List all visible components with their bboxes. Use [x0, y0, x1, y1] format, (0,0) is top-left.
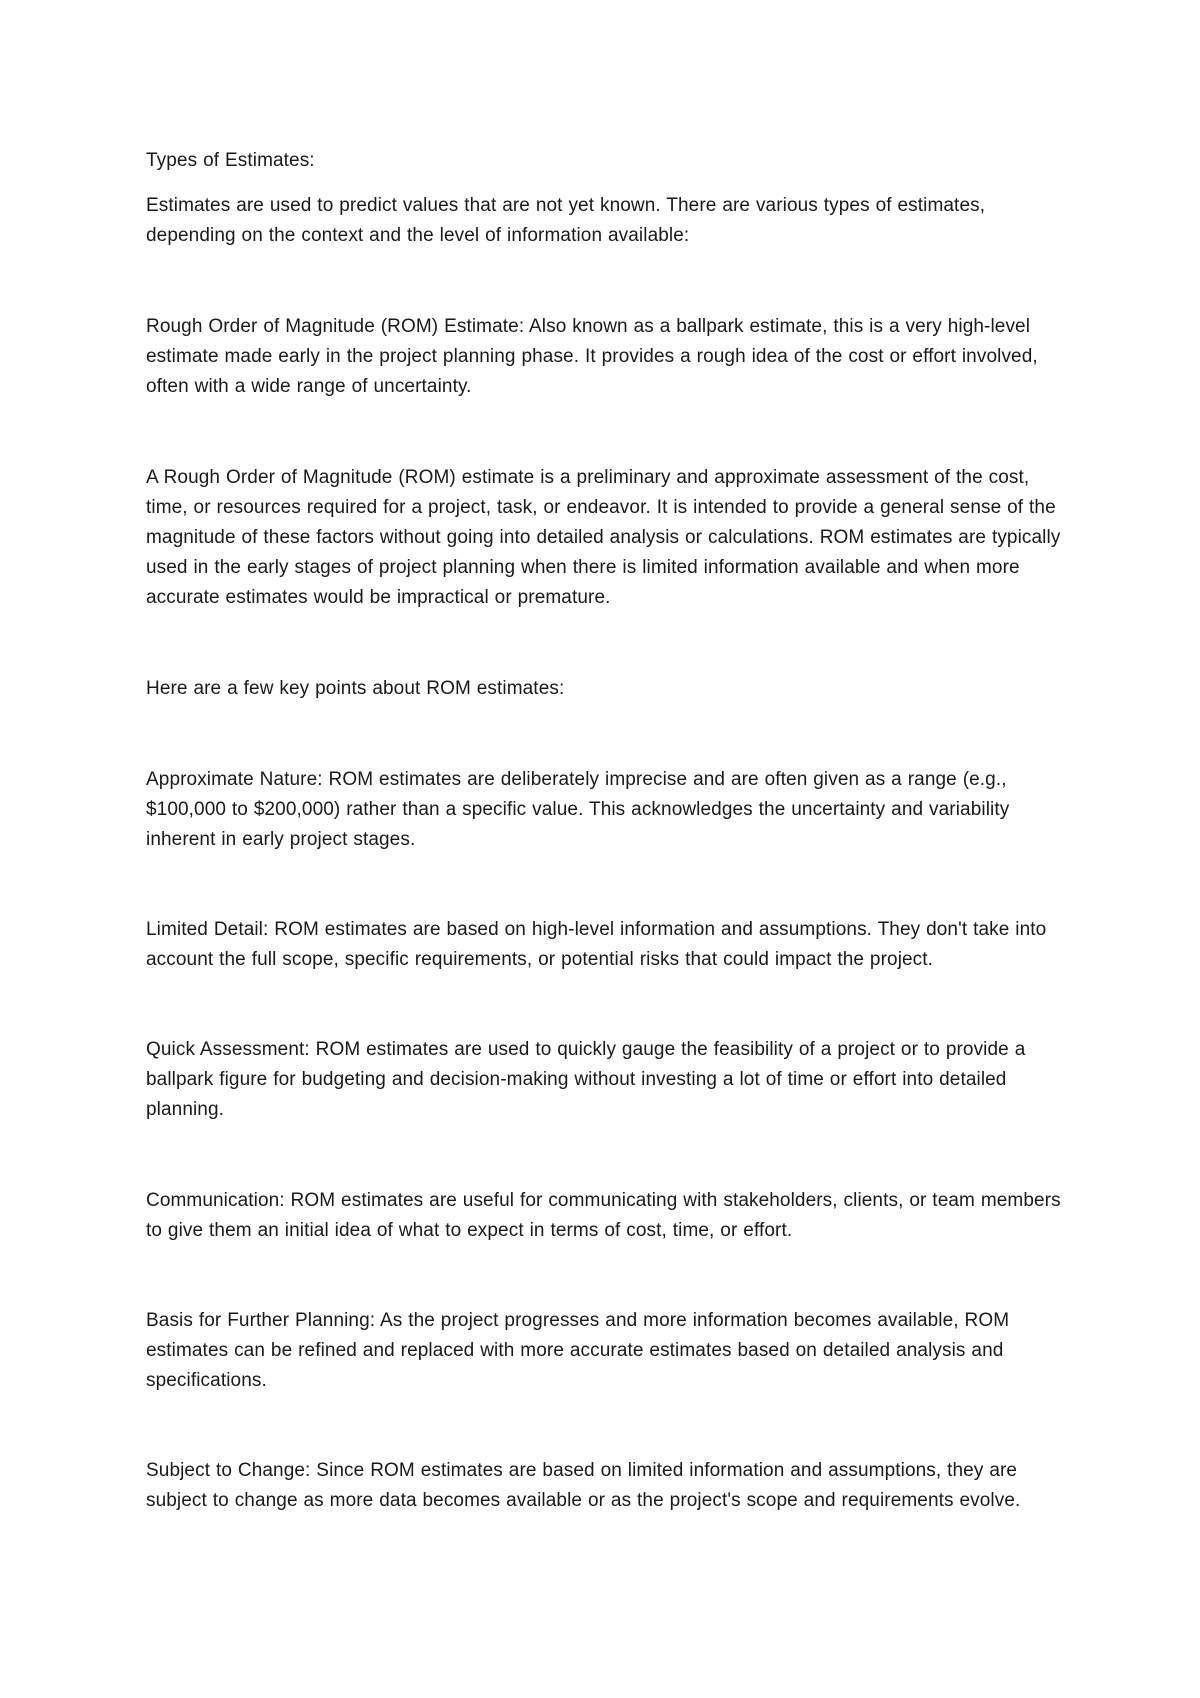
rom-detail-paragraph: A Rough Order of Magnitude (ROM) estimate is a preliminary and approximate assessment of the cost, time, or resources required for a project, task, or endeavor. It is intended to provide a general sense of the magnitude of these factors without going into detailed analysis or calculations. ROM estimates are typically used in the early stages of project planning when there is limited information available and when more accurate estimates would be impractical or premature. [146, 467, 1061, 608]
point-basis-for-further-planning: Basis for Further Planning: As the project progresses and more information becomes available, ROM estimates can be refined and replaced with more accurate estimates based on detailed analysis and specifications. [146, 1310, 1010, 1391]
point-communication: Communication: ROM estimates are useful for communicating with stakeholders, clients, or team members to give them an initial idea of what to expect in terms of cost, time, or effort. [146, 1190, 1061, 1241]
section-heading: Types of Estimates: [146, 150, 315, 171]
point-limited-detail: Limited Detail: ROM estimates are based on high-level information and assumptions. They don't take into account the full scope, specific requirements, or potential risks that could impact the project. [146, 919, 1047, 970]
intro-paragraph: Estimates are used to predict values that are not yet known. There are various types of estimates, depending on the context and the level of information available: [146, 195, 986, 246]
key-points-intro: Here are a few key points about ROM estimates: [146, 678, 565, 699]
point-quick-assessment: Quick Assessment: ROM estimates are used to quickly gauge the feasibility of a project or to provide a ballpark figure for budgeting and decision-making without investing a lot of time or effort into detailed planning. [146, 1039, 1026, 1120]
point-approximate-nature: Approximate Nature: ROM estimates are deliberately imprecise and are often given as a range (e.g., $100,000 to $200,000) rather than a specific value. This acknowledges the uncertainty and variability inherent in early project stages. [146, 769, 1010, 850]
point-subject-to-change: Subject to Change: Since ROM estimates are based on limited information and assumptions, they are subject to change as more data becomes available or as the project's scope and requirements evolve. [146, 1460, 1021, 1511]
rom-definition-paragraph: Rough Order of Magnitude (ROM) Estimate: Also known as a ballpark estimate, this is a very high-level estimate made early in the project planning phase. It provides a rough idea of the cost or effort involved, often with a wide range of uncertainty. [146, 316, 1038, 397]
